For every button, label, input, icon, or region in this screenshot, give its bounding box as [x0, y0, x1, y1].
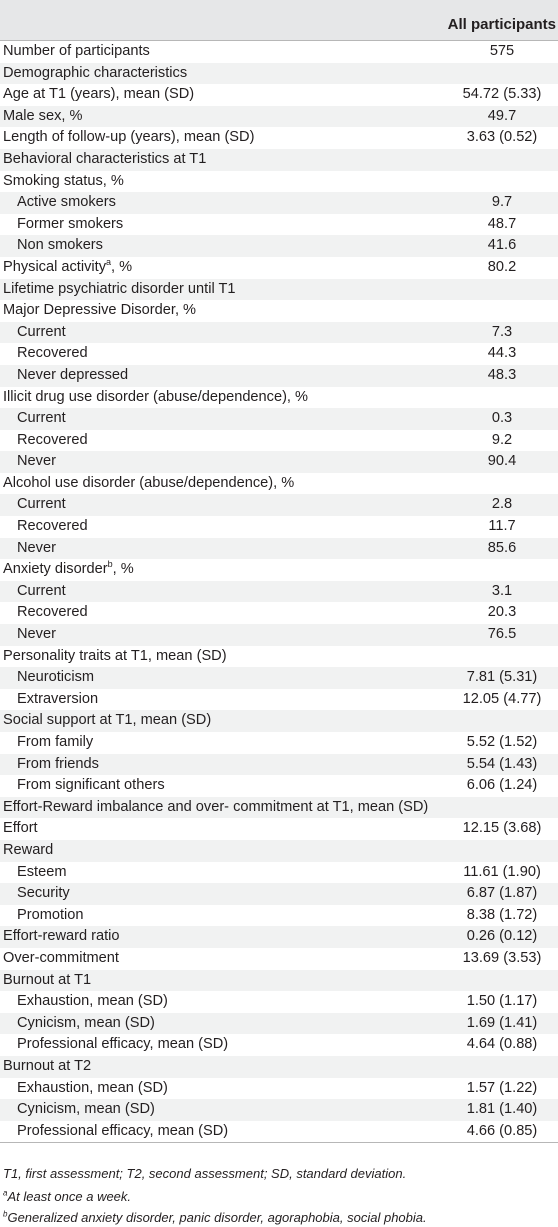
row-value: 41.6 [487, 237, 517, 254]
row-label [17, 581, 66, 603]
table-row [0, 84, 558, 106]
row-value: 1.50 (1.17) [466, 993, 538, 1010]
row-label-text: Professional efficacy, mean (SD) [17, 1036, 229, 1053]
row-label [3, 127, 254, 149]
row-label-text: Behavioral characteristics at T1 [3, 150, 207, 167]
table-row [0, 862, 558, 884]
row-label-text: Illicit drug use disorder (abuse/dependence), % [3, 388, 309, 405]
row-value: 6.87 (1.87) [466, 885, 538, 902]
row-label [17, 602, 88, 624]
row-label [17, 494, 66, 516]
row-label [3, 473, 294, 495]
row-label [17, 905, 84, 927]
row-label [17, 1099, 155, 1121]
row-label [17, 235, 103, 257]
row-label-text: Number of participants [3, 43, 150, 59]
row-label [3, 797, 428, 819]
row-value: 9.2 [491, 431, 513, 448]
table-row [0, 473, 558, 495]
row-label-text: Esteem [17, 863, 67, 880]
row-value: 76.5 [487, 626, 517, 643]
row-value: 0.26 (0.12) [466, 928, 538, 945]
row-label [3, 1056, 91, 1078]
row-label [3, 300, 196, 322]
table-row [0, 624, 558, 646]
row-label-suffix: , % [112, 561, 134, 578]
row-label [3, 840, 53, 862]
row-label [3, 41, 150, 63]
table-row [0, 408, 558, 430]
row-value: 2.8 [491, 496, 513, 513]
row-value: 6.06 (1.24) [466, 777, 538, 794]
table-row [0, 430, 558, 452]
row-label [17, 1034, 228, 1056]
row-label [17, 1013, 155, 1035]
row-label-text: Neuroticism [17, 669, 95, 686]
table-row [0, 818, 558, 840]
table-row [0, 732, 558, 754]
table-row [0, 905, 558, 927]
row-label [17, 883, 70, 905]
row-label-text: Male sex, % [3, 107, 83, 124]
row-value: 0.3 [491, 410, 513, 427]
table-row [0, 1078, 558, 1100]
row-label [3, 387, 308, 409]
row-value: 54.72 (5.33) [462, 86, 542, 103]
row-label-text: Active smokers [17, 194, 116, 211]
table-row [0, 365, 558, 387]
footnote-marker: b [107, 559, 113, 570]
row-label [3, 257, 132, 279]
row-value: 11.7 [488, 518, 516, 535]
table-row [0, 926, 558, 948]
row-label-text: From significant others [17, 777, 165, 794]
row-label [3, 970, 91, 992]
table-row [0, 646, 558, 668]
table-bottom-rule [0, 1142, 558, 1143]
row-label [3, 948, 119, 970]
footnote-text: Generalized anxiety disorder, panic disorder, agoraphobia, social phobia. [7, 1210, 427, 1225]
row-value: 1.69 (1.41) [466, 1014, 538, 1031]
row-label-text: From family [17, 734, 94, 750]
table-row [0, 451, 558, 473]
row-value: 20.3 [487, 604, 517, 621]
row-label [3, 171, 124, 193]
row-label-text: Burnout at T1 [3, 971, 92, 988]
table-row [0, 214, 558, 236]
row-label-text: Physical activity [3, 258, 106, 275]
row-label-text: Never depressed [17, 366, 129, 383]
table-row [0, 192, 558, 214]
row-label [17, 192, 116, 214]
footnote [3, 1189, 131, 1204]
table-row [0, 494, 558, 516]
row-value: 3.63 (0.52) [466, 129, 538, 146]
table-row [0, 1056, 558, 1078]
table-row [0, 797, 558, 819]
row-label [17, 775, 165, 797]
footnote-marker: a [106, 257, 112, 268]
row-label [17, 365, 128, 387]
row-value: 85.6 [487, 539, 517, 556]
table-row [0, 1034, 558, 1056]
row-label-text: Promotion [17, 906, 84, 923]
row-label [17, 991, 168, 1013]
row-value: 9.7 [491, 194, 513, 211]
table-row [0, 41, 558, 63]
row-value: 12.05 (4.77) [462, 690, 542, 707]
row-label-text: Recovered [17, 604, 88, 621]
row-label [3, 818, 38, 840]
footnote [3, 1210, 427, 1225]
row-label-suffix: , % [111, 258, 133, 275]
row-label-text: Effort-Reward imbalance and over- commitment at T1, mean (SD) [3, 798, 429, 815]
row-label-text: Cynicism, mean (SD) [17, 1014, 155, 1031]
row-label-text: Current [17, 496, 66, 513]
row-label-text: Cynicism, mean (SD) [17, 1101, 155, 1118]
row-value: 1.81 (1.40) [466, 1101, 538, 1118]
row-label-text: Extraversion [17, 690, 99, 707]
row-label-text: Never [17, 539, 56, 556]
row-label [17, 430, 88, 452]
row-label [17, 754, 99, 776]
row-label [3, 926, 120, 948]
table-row [0, 1099, 558, 1121]
table-row [0, 235, 558, 257]
row-label-text: Length of follow-up (years), mean (SD) [3, 129, 255, 146]
table-row [0, 300, 558, 322]
table-row [0, 149, 558, 171]
row-label-text: Current [17, 582, 66, 599]
row-label-text: Demographic characteristics [3, 64, 188, 81]
row-label-text: Non smokers [17, 237, 103, 254]
row-label-text: Recovered [17, 431, 88, 448]
row-label [3, 106, 82, 128]
row-value: 7.81 (5.31) [466, 669, 538, 686]
row-label [17, 624, 56, 646]
row-label-text: Effort [3, 820, 38, 837]
column-header-all-participants: All participants [447, 16, 556, 33]
table-header [0, 0, 558, 41]
table-row [0, 387, 558, 409]
table-body [0, 41, 558, 1142]
table-row [0, 710, 558, 732]
row-label-text: Over-commitment [3, 949, 119, 966]
row-value: 48.7 [487, 215, 517, 232]
row-label [3, 84, 194, 106]
row-value: 49.7 [487, 107, 517, 124]
row-label [17, 689, 98, 711]
row-label-text: Reward [3, 841, 54, 858]
table-row [0, 991, 558, 1013]
row-value: 44.3 [487, 345, 517, 362]
row-label-text: Current [17, 323, 66, 340]
row-label-text: Never [17, 626, 56, 643]
row-label [3, 646, 227, 668]
row-value: 80.2 [487, 258, 517, 275]
row-label-text: Never [17, 453, 56, 470]
row-label-text: Effort-reward ratio [3, 928, 120, 945]
footnote-text: T1, first assessment; T2, second assessment; SD, standard deviation. [3, 1166, 407, 1181]
table-row [0, 775, 558, 797]
row-label-text: Personality traits at T1, mean (SD) [3, 647, 227, 664]
row-value: 8.38 (1.72) [466, 906, 538, 923]
table-row [0, 581, 558, 603]
table-row [0, 106, 558, 128]
row-label-text: Smoking status, % [3, 172, 124, 189]
table-row [0, 279, 558, 301]
row-value: 1.57 (1.22) [466, 1079, 538, 1096]
table-row [0, 322, 558, 344]
row-label-text: Exhaustion, mean (SD) [17, 993, 168, 1010]
row-value: 4.66 (0.85) [466, 1122, 538, 1139]
row-label [17, 408, 66, 430]
row-value: 48.3 [487, 366, 517, 383]
row-label-text: Exhaustion, mean (SD) [17, 1079, 168, 1096]
table-row [0, 1013, 558, 1035]
table-row [0, 63, 558, 85]
row-label-text: Major Depressive Disorder, % [3, 302, 197, 319]
row-value: 5.52 (1.52) [466, 734, 538, 750]
table-row [0, 754, 558, 776]
row-label [17, 1121, 228, 1143]
table-row [0, 948, 558, 970]
row-label-text: Current [17, 410, 66, 427]
row-label [17, 732, 93, 754]
footnote-marker: b [3, 1209, 8, 1219]
row-label-text: Anxiety disorder [3, 561, 108, 578]
table-row [0, 602, 558, 624]
row-label [17, 667, 94, 689]
row-label-text: Burnout at T2 [3, 1057, 92, 1074]
row-label [17, 451, 56, 473]
row-value: 7.3 [491, 323, 513, 340]
row-label [17, 322, 66, 344]
row-label [17, 1078, 168, 1100]
row-label [17, 343, 88, 365]
row-label-text: From friends [17, 755, 99, 772]
table-row [0, 538, 558, 560]
table-row [0, 516, 558, 538]
row-label [17, 862, 66, 884]
row-label-text: Former smokers [17, 215, 124, 232]
table-row [0, 970, 558, 992]
row-label-text: Alcohol use disorder (abuse/dependence), % [3, 474, 295, 491]
table-row [0, 127, 558, 149]
row-label [17, 538, 56, 560]
row-value: 13.69 (3.53) [462, 949, 542, 966]
row-label [3, 710, 211, 732]
row-label-text: Recovered [17, 518, 88, 535]
row-label [3, 149, 206, 171]
table-row [0, 343, 558, 365]
table-row [0, 840, 558, 862]
row-value: 11.61 (1.90) [463, 863, 541, 880]
table-row [0, 171, 558, 193]
row-label [3, 63, 187, 85]
row-label-text: Recovered [17, 345, 88, 362]
footnote [3, 1166, 406, 1181]
table-row [0, 257, 558, 279]
row-value: 4.64 (0.88) [466, 1036, 538, 1053]
row-label-text: Age at T1 (years), mean (SD) [3, 86, 195, 103]
row-label-text: Lifetime psychiatric disorder until T1 [3, 280, 236, 297]
row-label [17, 214, 123, 236]
table-row [0, 559, 558, 581]
row-label-text: Security [17, 885, 70, 902]
row-label [17, 516, 88, 538]
row-value: 12.15 (3.68) [462, 820, 542, 837]
table-row [0, 1121, 558, 1143]
table-row [0, 883, 558, 905]
row-value: 575 [489, 43, 515, 59]
table-row [0, 667, 558, 689]
footnote-text: At least once a week. [7, 1189, 132, 1204]
row-label-text: Professional efficacy, mean (SD) [17, 1122, 229, 1139]
row-label [3, 279, 236, 301]
row-label [3, 559, 134, 581]
row-value: 3.1 [491, 582, 513, 599]
row-value: 5.54 (1.43) [466, 755, 538, 772]
footnote-marker: a [3, 1188, 8, 1198]
row-value: 90.4 [487, 453, 517, 470]
table-row [0, 689, 558, 711]
row-label-text: Social support at T1, mean (SD) [3, 712, 212, 729]
